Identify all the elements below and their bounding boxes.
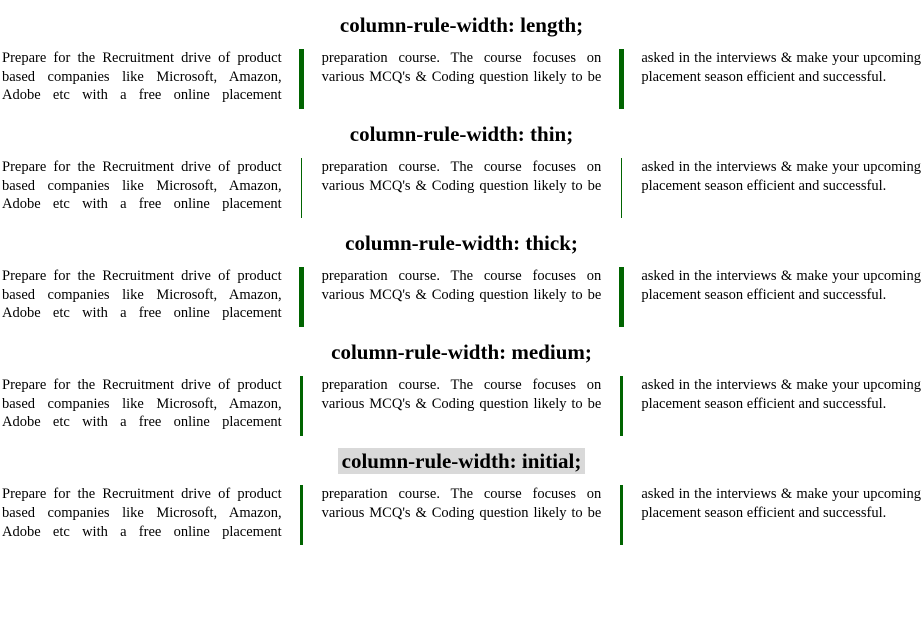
body-paragraph: Prepare for the Recruitment drive of product based companies like Microsoft, Amazon, Adobe etc with a free online placement preparation course. The course focuses on various MCQ's & Coding question likely to be asked in the interviews & make your upcoming placement season efficient and successful. [2,268,921,322]
section-initial [0,436,923,545]
section-heading [0,327,923,376]
section-heading-text: column-rule-width: thick; [345,231,578,256]
section-heading-text: column-rule-width: length; [339,13,584,37]
section-length [0,0,923,109]
section-heading [0,109,923,158]
section-heading-text-highlighted: column-rule-width: initial; [338,448,586,474]
body-paragraph: Prepare for the Recruitment drive of product based companies like Microsoft, Amazon, Adobe etc with a free online placement preparation course. The course focuses on various MCQ's & Coding question likely to be asked in the interviews & make your upcoming placement season efficient and successful. [2,377,921,431]
columns-block [0,485,923,545]
section-thin [0,109,923,218]
body-paragraph: Prepare for the Recruitment drive of product based companies like Microsoft, Amazon, Adobe etc with a free online placement preparation course. The course focuses on various MCQ's & Coding question likely to be asked in the interviews & make your upcoming placement season efficient and successful. [2,486,921,540]
columns-block [0,267,923,327]
columns-block [0,158,923,218]
section-heading [0,0,923,49]
body-paragraph: Prepare for the Recruitment drive of product based companies like Microsoft, Amazon, Adobe etc with a free online placement preparation course. The course focuses on various MCQ's & Coding question likely to be asked in the interviews & make your upcoming placement season efficient and successful. [2,50,921,104]
columns-block [0,376,923,436]
section-heading-text: column-rule-width: thin; [349,122,574,147]
section-heading [0,436,923,485]
section-heading [0,218,923,267]
section-thick [0,218,923,327]
section-heading-text: column-rule-width: medium; [331,340,592,365]
columns-block [0,49,923,109]
section-medium [0,327,923,436]
body-paragraph: Prepare for the Recruitment drive of product based companies like Microsoft, Amazon, Adobe etc with a free online placement preparation course. The course focuses on various MCQ's & Coding question likely to be asked in the interviews & make your upcoming placement season efficient and successful. [2,159,921,213]
